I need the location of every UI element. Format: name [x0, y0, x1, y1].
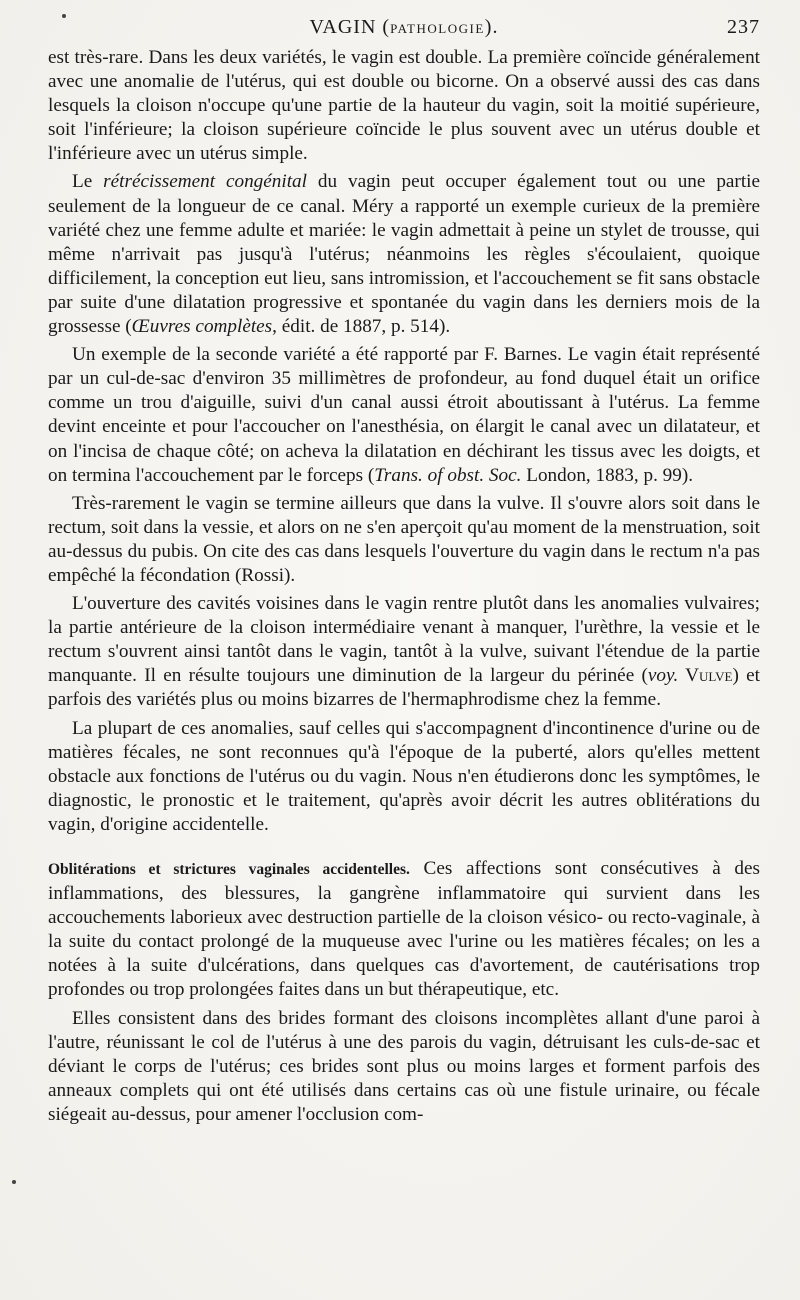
paragraph-2 — [48, 170, 760, 339]
paragraph-5-text-a: L'ouverture des cavités voisines dans le vagin rentre plutôt dans les anomalies vulvaires; la partie antérieure de la cloison intermédiaire venant à manquer, l'urèthre, la vessie et le rectum s'ouvrent ainsi tantôt dans le vagin, tantôt à la vulve, suivant l'étendue de la partie manquante. Il en résulte toujours une diminution de la largeur du périnée ( — [48, 593, 760, 687]
title-paren-close: ). — [484, 16, 499, 38]
ink-speck — [12, 1180, 16, 1184]
paragraph-2-text-a: Le — [72, 171, 104, 193]
paragraph-1: est très-rare. Dans les deux variétés, le vagin est double. La première coïncide généralement avec une anomalie de l'utérus, qui est double ou bicorne. On a observé aussi des cas dans lesquels la cloison n'occupe qu'une partie de la hauteur du vagin, soit la moitié supérieure, soit l'inférieure; la cloison supérieure coïncide le plus souvent avec un utérus double et l'inférieure avec un utérus simple. — [48, 47, 760, 165]
paragraph-8: Elles consistent dans des brides formant des cloisons incomplètes allant d'une paroi à l'autre, réunissant le col de l'utérus à une des parois du vagin, détruisant les culs-de-sac et déviant le corps de l'utérus; ces brides sont plus ou moins larges et forment parfois des anneaux complets qui ont été utilisés dans certains cas où une fistule urinaire, ou fécale siégeait au-dessus, pour amener l'occlusion com- — [48, 1007, 760, 1125]
body-text — [48, 46, 760, 1127]
title-sub: PATHOLOGIE — [390, 21, 485, 36]
paragraph-3-text-a: Un exemple de la seconde variété a été rapporté par F. Barnes. Le vagin était représenté par un cul-de-sac d'environ 35 millimètres de profondeur, au fond duquel était un orifice comme un trou d'aiguille, suivi d'un canal aussi étroit aboutissant à l'utérus. La femme devint enceinte et pour l'accoucher on l'anesthésia, on élargit le canal avec un dilatateur, et on l'incisa de chaque côté; on acheva la dilatation en déchirant les tissus avec les doigts, et on termina l'accouchement par le forceps ( — [48, 344, 760, 486]
paragraph-6: La plupart de ces anomalies, sauf celles qui s'accompagnent d'incontinence d'urine ou de matières fécales, ne sont reconnues qu'à l'époque de la puberté, alors qu'elles mettent obstacle aux fonctions de l'utérus ou du vagin. Nous n'en étudierons donc les symptômes, le diagnostic, le pronostic et le traitement, qu'après avoir décrit les autres oblitérations du vagin, d'origine accidentelle. — [48, 717, 760, 835]
paragraph-4: Très-rarement le vagin se termine ailleurs que dans la vulve. Il s'ouvre alors soit dans le rectum, soit dans la vessie, et alors on ne s'en aperçoit qu'au moment de la menstruation, soit au-dessus du pubis. On cite des cas dans lesquels l'ouverture du vagin dans le rectum n'a pas empêché la fécondation (Rossi). — [48, 492, 760, 586]
paragraph-5-text-b: ) et parfois des variétés plus ou moins bizarres de l'hermaphrodisme chez la femme. — [48, 665, 760, 711]
paragraph-2-text-b: du vagin peut occuper également tout ou une partie seulement de la longueur de ce canal. Méry a rapporté un exemple curieux de la première variété chez une femme adulte et mariée: le vagin admettait à peine un stylet de trousse, qui même n'arrivait pas jusqu'à l'utérus; néanmoins les règles s'écoulaient, quoique difficilement, la conception eut lieu, sans intromission, et l'accouchement se fit sans obstacle par suite d'une dilatation progressive et spontanée du vagin dans les derniers mois de la grossesse ( — [48, 171, 760, 338]
title-main: VAGIN — [309, 16, 377, 38]
running-header — [48, 16, 760, 46]
paragraph-7 — [48, 857, 760, 1003]
section-spacer — [48, 841, 760, 857]
paragraph-5-voy: voy. — [647, 665, 679, 687]
paragraph-3-text-b: London, 1883, p. 99). — [521, 464, 694, 486]
section-heading: Oblitérations et strictures vaginales accidentelles. — [48, 861, 410, 878]
paragraph-2-text-c: , édit. de 1887, p. 514). — [272, 316, 451, 338]
paragraph-2-emphasis: rétrécissement congénital — [103, 171, 307, 193]
title-paren-open: ( — [376, 16, 391, 38]
paragraph-5 — [48, 592, 760, 712]
paragraph-3-citation: Trans. of obst. Soc. — [374, 464, 522, 486]
paragraph-5-crossref: Vulve — [678, 665, 733, 687]
paragraph-3 — [48, 343, 760, 488]
page-number: 237 — [727, 16, 760, 38]
paragraph-2-citation: Œuvres complètes — [131, 316, 273, 338]
paragraph-7-text: Ces affections sont consécutives à des inflammations, des blessures, la gangrène inflammatoire qui survient dans les accouchements laborieux avec destruction partielle de la cloison vésico- ou recto-vaginale, à la suite du contact prolongé de la muqueuse avec l'urine ou les matières fécales; on les a notées à la suite d'ulcérations, dans quelques cas d'avortement, de cautérisations trop profondes ou trop prolongées faites dans un but thérapeutique, etc. — [48, 858, 760, 1001]
running-title — [310, 16, 499, 39]
